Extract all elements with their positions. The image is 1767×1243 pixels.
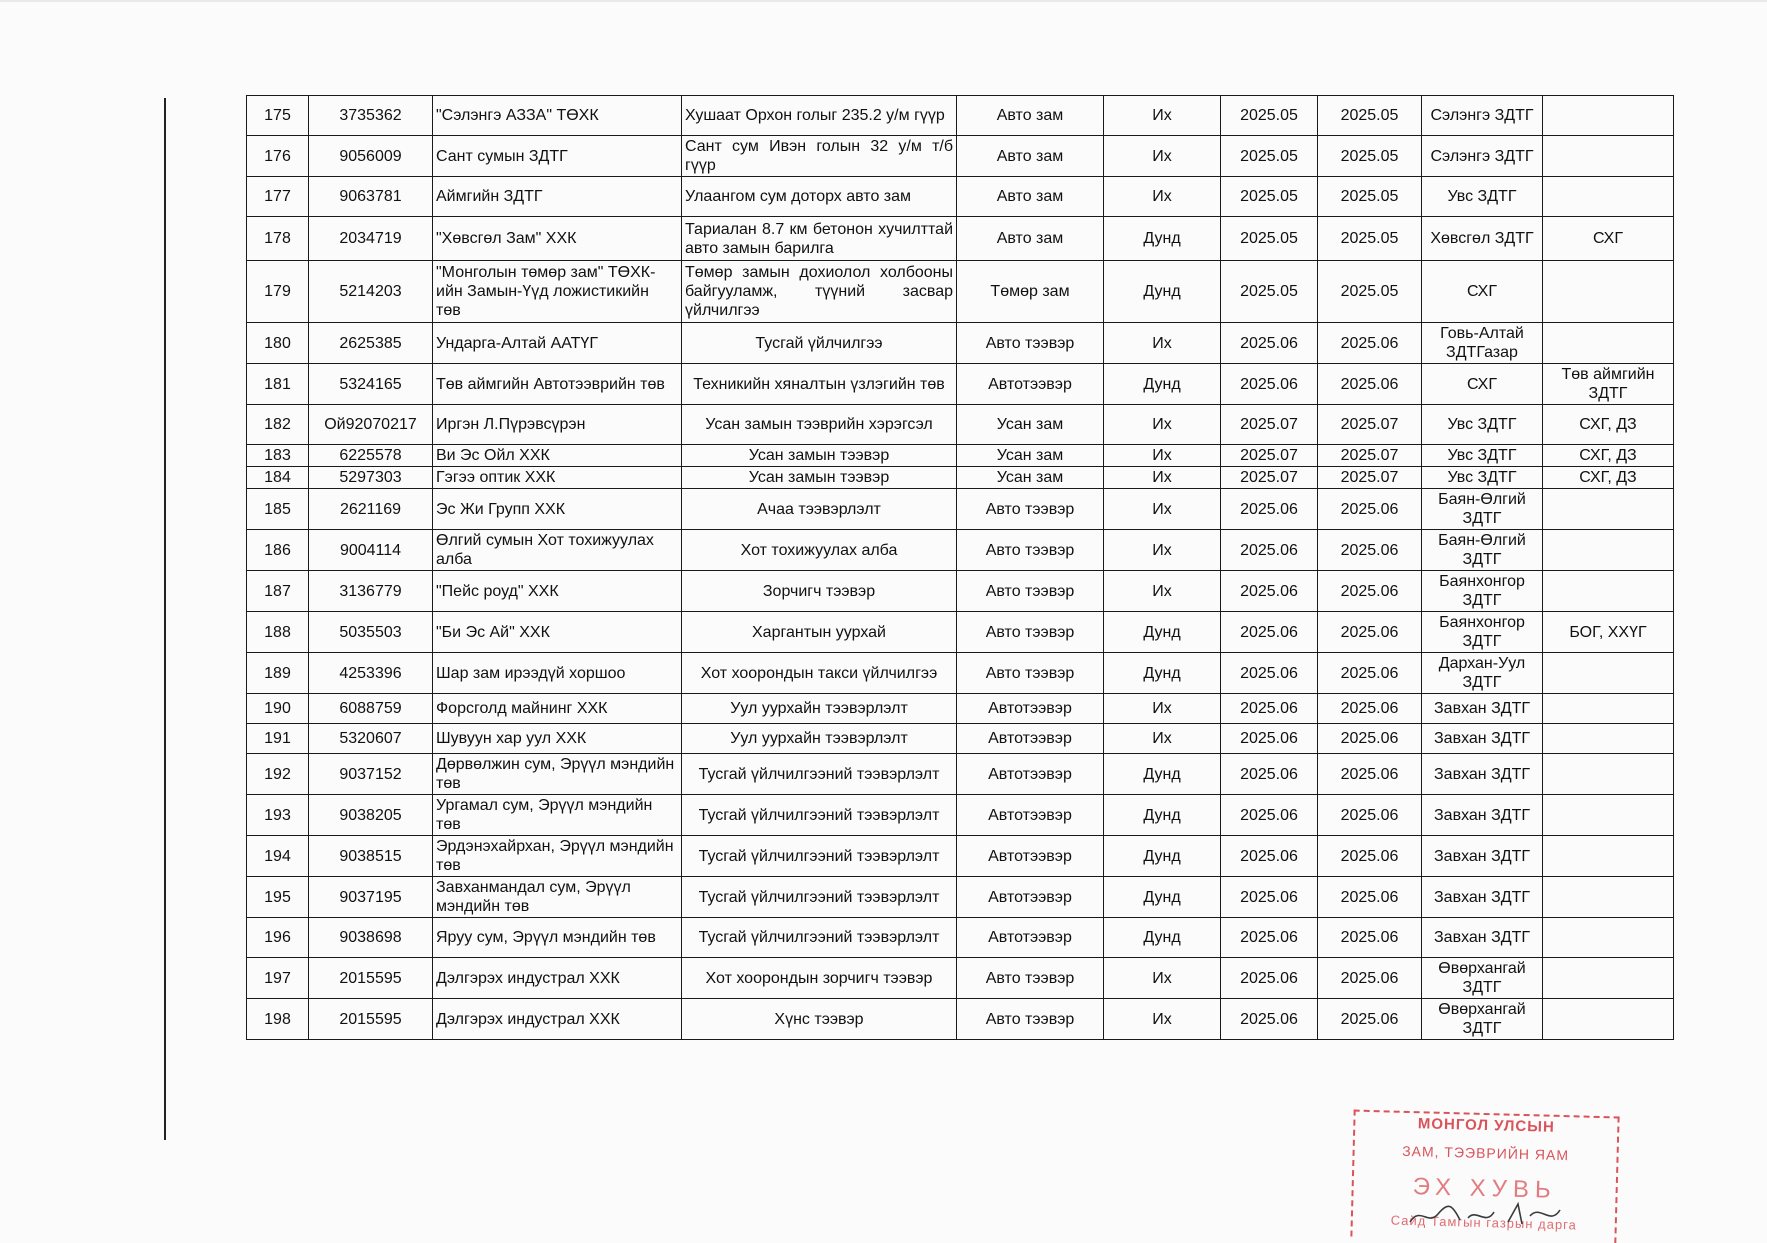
cell-risk-level: Их	[1104, 136, 1221, 177]
cell-sector: Авто тээвэр	[957, 653, 1104, 694]
cell-responsible-office: Дархан-Уул ЗДТГ	[1422, 653, 1543, 694]
cell-joint-participants	[1543, 96, 1674, 136]
cell-risk-level: Дунд	[1104, 918, 1221, 958]
cell-sector: Авто тээвэр	[957, 612, 1104, 653]
cell-risk-level: Дунд	[1104, 217, 1221, 261]
table-row	[247, 918, 1674, 958]
cell-start-date: 2025.06	[1221, 364, 1318, 405]
cell-organization-name: Ургамал сум, Эрүүл мэндийн төв	[433, 795, 682, 836]
cell-activity-description: Тусгай үйлчилгээ	[682, 323, 957, 364]
cell-responsible-office: Завхан ЗДТГ	[1422, 877, 1543, 918]
cell-activity-description: Тусгай үйлчилгээний тээвэрлэлт	[682, 918, 957, 958]
cell-responsible-office: Увс ЗДТГ	[1422, 405, 1543, 445]
cell-row-number: 178	[247, 217, 309, 261]
cell-responsible-office: Баянхонгор ЗДТГ	[1422, 612, 1543, 653]
cell-registration-number: 9063781	[309, 177, 433, 217]
cell-joint-participants	[1543, 261, 1674, 323]
cell-organization-name: "Би Эс Ай" ХХК	[433, 612, 682, 653]
cell-responsible-office: Завхан ЗДТГ	[1422, 724, 1543, 754]
cell-joint-participants	[1543, 323, 1674, 364]
cell-organization-name: Төв аймгийн Автотээврийн төв	[433, 364, 682, 405]
table-row	[247, 177, 1674, 217]
cell-sector: Автотээвэр	[957, 694, 1104, 724]
cell-end-date: 2025.06	[1318, 877, 1422, 918]
cell-registration-number: 9037152	[309, 754, 433, 795]
cell-organization-name: Дэлгэрэх индустрал ХХК	[433, 958, 682, 999]
cell-registration-number: 2015595	[309, 958, 433, 999]
cell-row-number: 196	[247, 918, 309, 958]
cell-joint-participants: СХГ	[1543, 217, 1674, 261]
cell-end-date: 2025.06	[1318, 795, 1422, 836]
cell-activity-description: Усан замын тээвэр	[682, 467, 957, 489]
cell-end-date: 2025.06	[1318, 530, 1422, 571]
cell-activity-description: Харгантын уурхай	[682, 612, 957, 653]
cell-registration-number: 2015595	[309, 999, 433, 1040]
cell-risk-level: Дунд	[1104, 653, 1221, 694]
cell-sector: Авто тээвэр	[957, 999, 1104, 1040]
cell-activity-description: Ачаа тээвэрлэлт	[682, 489, 957, 530]
cell-start-date: 2025.06	[1221, 795, 1318, 836]
cell-responsible-office: Баянхонгор ЗДТГ	[1422, 571, 1543, 612]
cell-row-number: 180	[247, 323, 309, 364]
cell-registration-number: 9038698	[309, 918, 433, 958]
cell-registration-number: 9037195	[309, 877, 433, 918]
cell-row-number: 176	[247, 136, 309, 177]
cell-responsible-office: Увс ЗДТГ	[1422, 177, 1543, 217]
cell-sector: Авто зам	[957, 96, 1104, 136]
cell-registration-number: 9038205	[309, 795, 433, 836]
cell-responsible-office: Завхан ЗДТГ	[1422, 918, 1543, 958]
cell-organization-name: Дэлгэрэх индустрал ХХК	[433, 999, 682, 1040]
cell-registration-number: 3735362	[309, 96, 433, 136]
cell-row-number: 198	[247, 999, 309, 1040]
table-row	[247, 653, 1674, 694]
cell-organization-name: Гэгээ оптик ХХК	[433, 467, 682, 489]
cell-joint-participants	[1543, 571, 1674, 612]
cell-sector: Автотээвэр	[957, 724, 1104, 754]
cell-responsible-office: Увс ЗДТГ	[1422, 445, 1543, 467]
cell-activity-description: Төмөр замын дохиолол холбооны байгууламж, түүний засвар үйлчилгээ	[682, 261, 957, 323]
cell-registration-number: 5214203	[309, 261, 433, 323]
cell-sector: Авто зам	[957, 217, 1104, 261]
cell-sector: Усан зам	[957, 445, 1104, 467]
cell-activity-description: Хушаат Орхон голыг 235.2 у/м гүүр	[682, 96, 957, 136]
cell-start-date: 2025.06	[1221, 323, 1318, 364]
cell-registration-number: 9056009	[309, 136, 433, 177]
cell-start-date: 2025.06	[1221, 612, 1318, 653]
cell-risk-level: Дунд	[1104, 754, 1221, 795]
cell-sector: Автотээвэр	[957, 918, 1104, 958]
cell-sector: Автотээвэр	[957, 795, 1104, 836]
cell-joint-participants	[1543, 918, 1674, 958]
cell-activity-description: Хот хоорондын такси үйлчилгээ	[682, 653, 957, 694]
cell-registration-number: 2625385	[309, 323, 433, 364]
cell-sector: Усан зам	[957, 467, 1104, 489]
cell-responsible-office: Увс ЗДТГ	[1422, 467, 1543, 489]
cell-start-date: 2025.06	[1221, 754, 1318, 795]
cell-end-date: 2025.06	[1318, 364, 1422, 405]
cell-start-date: 2025.05	[1221, 217, 1318, 261]
table-row	[247, 96, 1674, 136]
cell-risk-level: Их	[1104, 571, 1221, 612]
cell-row-number: 193	[247, 795, 309, 836]
cell-sector: Автотээвэр	[957, 836, 1104, 877]
cell-risk-level: Дунд	[1104, 877, 1221, 918]
stamp-line-country: МОНГОЛ УЛСЫН	[1417, 1115, 1555, 1136]
cell-joint-participants	[1543, 530, 1674, 571]
cell-organization-name: Яруу сум, Эрүүл мэндийн төв	[433, 918, 682, 958]
cell-activity-description: Тусгай үйлчилгээний тээвэрлэлт	[682, 877, 957, 918]
cell-organization-name: Ундарга-Алтай ААТҮГ	[433, 323, 682, 364]
cell-responsible-office: СХГ	[1422, 261, 1543, 323]
cell-activity-description: Зорчигч тээвэр	[682, 571, 957, 612]
cell-row-number: 177	[247, 177, 309, 217]
cell-joint-participants: СХГ, ДЗ	[1543, 467, 1674, 489]
cell-start-date: 2025.06	[1221, 653, 1318, 694]
cell-end-date: 2025.05	[1318, 136, 1422, 177]
cell-activity-description: Тусгай үйлчилгээний тээвэрлэлт	[682, 754, 957, 795]
cell-joint-participants	[1543, 999, 1674, 1040]
cell-responsible-office: Сэлэнгэ ЗДТГ	[1422, 96, 1543, 136]
cell-risk-level: Их	[1104, 405, 1221, 445]
table-row	[247, 405, 1674, 445]
table-row	[247, 795, 1674, 836]
cell-risk-level: Дунд	[1104, 795, 1221, 836]
cell-responsible-office: Говь-Алтай ЗДТГазар	[1422, 323, 1543, 364]
cell-end-date: 2025.06	[1318, 653, 1422, 694]
cell-end-date: 2025.06	[1318, 489, 1422, 530]
cell-end-date: 2025.06	[1318, 724, 1422, 754]
cell-organization-name: Форсголд майнинг ХХК	[433, 694, 682, 724]
table-row	[247, 836, 1674, 877]
cell-risk-level: Их	[1104, 694, 1221, 724]
cell-registration-number: 2621169	[309, 489, 433, 530]
cell-sector: Автотээвэр	[957, 364, 1104, 405]
cell-end-date: 2025.06	[1318, 612, 1422, 653]
cell-registration-number: 4253396	[309, 653, 433, 694]
cell-sector: Авто тээвэр	[957, 958, 1104, 999]
cell-risk-level: Их	[1104, 724, 1221, 754]
cell-risk-level: Дунд	[1104, 836, 1221, 877]
cell-row-number: 197	[247, 958, 309, 999]
cell-joint-participants	[1543, 653, 1674, 694]
cell-row-number: 182	[247, 405, 309, 445]
cell-activity-description: Уул уурхайн тээвэрлэлт	[682, 724, 957, 754]
cell-end-date: 2025.06	[1318, 836, 1422, 877]
cell-sector: Авто тээвэр	[957, 530, 1104, 571]
cell-end-date: 2025.07	[1318, 405, 1422, 445]
cell-risk-level: Их	[1104, 489, 1221, 530]
cell-responsible-office: Завхан ЗДТГ	[1422, 836, 1543, 877]
cell-start-date: 2025.06	[1221, 999, 1318, 1040]
cell-end-date: 2025.05	[1318, 96, 1422, 136]
cell-organization-name: "Хөвсгөл Зам" ХХК	[433, 217, 682, 261]
page-top-edge	[0, 0, 1767, 2]
cell-start-date: 2025.05	[1221, 261, 1318, 323]
cell-sector: Усан зам	[957, 405, 1104, 445]
cell-responsible-office: Завхан ЗДТГ	[1422, 754, 1543, 795]
cell-end-date: 2025.06	[1318, 999, 1422, 1040]
stamp-line-official: Сайд Тамгын газрын дарга	[1390, 1212, 1578, 1233]
cell-organization-name: Шувуун хар уул ХХК	[433, 724, 682, 754]
cell-organization-name: "Сэлэнгэ АЗЗА" ТӨХК	[433, 96, 682, 136]
cell-risk-level: Их	[1104, 467, 1221, 489]
cell-responsible-office: СХГ	[1422, 364, 1543, 405]
cell-start-date: 2025.05	[1221, 177, 1318, 217]
cell-responsible-office: Хөвсгөл ЗДТГ	[1422, 217, 1543, 261]
cell-row-number: 192	[247, 754, 309, 795]
cell-row-number: 179	[247, 261, 309, 323]
cell-end-date: 2025.06	[1318, 571, 1422, 612]
left-margin-line	[164, 98, 166, 1140]
cell-risk-level: Дунд	[1104, 261, 1221, 323]
cell-row-number: 195	[247, 877, 309, 918]
cell-end-date: 2025.06	[1318, 694, 1422, 724]
cell-joint-participants: СХГ, ДЗ	[1543, 445, 1674, 467]
cell-end-date: 2025.06	[1318, 958, 1422, 999]
cell-risk-level: Их	[1104, 530, 1221, 571]
cell-activity-description: Тусгай үйлчилгээний тээвэрлэлт	[682, 836, 957, 877]
cell-risk-level: Их	[1104, 96, 1221, 136]
cell-activity-description: Хот тохижуулах алба	[682, 530, 957, 571]
cell-row-number: 189	[247, 653, 309, 694]
cell-end-date: 2025.07	[1318, 467, 1422, 489]
cell-organization-name: Эрдэнэхайрхан, Эрүүл мэндийн төв	[433, 836, 682, 877]
cell-responsible-office: Баян-Өлгий ЗДТГ	[1422, 489, 1543, 530]
cell-start-date: 2025.06	[1221, 571, 1318, 612]
table-row	[247, 323, 1674, 364]
cell-registration-number: 5035503	[309, 612, 433, 653]
cell-joint-participants	[1543, 958, 1674, 999]
table-row	[247, 571, 1674, 612]
cell-joint-participants	[1543, 754, 1674, 795]
cell-row-number: 184	[247, 467, 309, 489]
cell-start-date: 2025.06	[1221, 918, 1318, 958]
cell-joint-participants	[1543, 177, 1674, 217]
cell-sector: Автотээвэр	[957, 754, 1104, 795]
cell-start-date: 2025.06	[1221, 724, 1318, 754]
stamp-line-ministry: ЗАМ, ТЭЭВРИЙН ЯАМ	[1402, 1142, 1570, 1164]
cell-responsible-office: Сэлэнгэ ЗДТГ	[1422, 136, 1543, 177]
cell-activity-description: Усан замын тээвэр	[682, 445, 957, 467]
stamp-line-original-copy: ЭХ ХУВЬ	[1412, 1173, 1558, 1204]
cell-sector: Авто зам	[957, 177, 1104, 217]
cell-row-number: 186	[247, 530, 309, 571]
cell-activity-description: Усан замын тээврийн хэрэгсэл	[682, 405, 957, 445]
cell-risk-level: Их	[1104, 323, 1221, 364]
cell-start-date: 2025.06	[1221, 489, 1318, 530]
cell-organization-name: Өлгий сумын Хот тохижуулах алба	[433, 530, 682, 571]
cell-registration-number: 6088759	[309, 694, 433, 724]
table-row	[247, 489, 1674, 530]
cell-row-number: 185	[247, 489, 309, 530]
cell-sector: Авто тээвэр	[957, 323, 1104, 364]
cell-row-number: 175	[247, 96, 309, 136]
cell-organization-name: Сант сумын ЗДТГ	[433, 136, 682, 177]
cell-start-date: 2025.07	[1221, 405, 1318, 445]
table-row	[247, 445, 1674, 467]
cell-row-number: 191	[247, 724, 309, 754]
cell-responsible-office: Завхан ЗДТГ	[1422, 694, 1543, 724]
cell-responsible-office: Баян-Өлгий ЗДТГ	[1422, 530, 1543, 571]
table-row	[247, 754, 1674, 795]
cell-activity-description: Хүнс тээвэр	[682, 999, 957, 1040]
cell-joint-participants	[1543, 694, 1674, 724]
cell-end-date: 2025.05	[1318, 217, 1422, 261]
cell-start-date: 2025.06	[1221, 530, 1318, 571]
cell-organization-name: "Монголын төмөр зам" ТӨХК-ийн Замын-Үүд ложистикийн төв	[433, 261, 682, 323]
cell-end-date: 2025.06	[1318, 323, 1422, 364]
cell-joint-participants	[1543, 724, 1674, 754]
cell-sector: Төмөр зам	[957, 261, 1104, 323]
cell-organization-name: Эс Жи Групп ХХК	[433, 489, 682, 530]
cell-registration-number: 9004114	[309, 530, 433, 571]
cell-activity-description: Сант сум Ивэн голын 32 у/м т/б гүүр	[682, 136, 957, 177]
cell-start-date: 2025.06	[1221, 694, 1318, 724]
cell-registration-number: 5320607	[309, 724, 433, 754]
table-row	[247, 136, 1674, 177]
cell-sector: Авто зам	[957, 136, 1104, 177]
cell-row-number: 183	[247, 445, 309, 467]
cell-row-number: 190	[247, 694, 309, 724]
cell-start-date: 2025.06	[1221, 877, 1318, 918]
cell-organization-name: Аймгийн ЗДТГ	[433, 177, 682, 217]
cell-start-date: 2025.07	[1221, 445, 1318, 467]
table-row	[247, 612, 1674, 653]
cell-start-date: 2025.06	[1221, 836, 1318, 877]
cell-sector: Авто тээвэр	[957, 571, 1104, 612]
cell-activity-description: Техникийн хяналтын үзлэгийн төв	[682, 364, 957, 405]
cell-end-date: 2025.05	[1318, 177, 1422, 217]
cell-start-date: 2025.06	[1221, 958, 1318, 999]
cell-row-number: 194	[247, 836, 309, 877]
cell-risk-level: Дунд	[1104, 364, 1221, 405]
cell-risk-level: Их	[1104, 445, 1221, 467]
table-row	[247, 958, 1674, 999]
cell-registration-number: 5297303	[309, 467, 433, 489]
cell-risk-level: Их	[1104, 958, 1221, 999]
cell-start-date: 2025.05	[1221, 136, 1318, 177]
cell-registration-number: 5324165	[309, 364, 433, 405]
cell-activity-description: Уул уурхайн тээвэрлэлт	[682, 694, 957, 724]
table-row	[247, 999, 1674, 1040]
cell-activity-description: Улаангом сум доторх авто зам	[682, 177, 957, 217]
cell-sector: Авто тээвэр	[957, 489, 1104, 530]
cell-organization-name: Ви Эс Ойл ХХК	[433, 445, 682, 467]
cell-risk-level: Их	[1104, 999, 1221, 1040]
cell-joint-participants	[1543, 136, 1674, 177]
cell-activity-description: Тариалан 8.7 км бетонон хучилттай авто замын барилга	[682, 217, 957, 261]
cell-sector: Автотээвэр	[957, 877, 1104, 918]
cell-row-number: 181	[247, 364, 309, 405]
cell-end-date: 2025.07	[1318, 445, 1422, 467]
cell-row-number: 188	[247, 612, 309, 653]
table-row	[247, 467, 1674, 489]
cell-registration-number: 2034719	[309, 217, 433, 261]
cell-joint-participants	[1543, 836, 1674, 877]
cell-risk-level: Дунд	[1104, 612, 1221, 653]
inspection-schedule-table	[246, 95, 1674, 1040]
cell-start-date: 2025.07	[1221, 467, 1318, 489]
table-row	[247, 261, 1674, 323]
table-row	[247, 364, 1674, 405]
cell-joint-participants: БОГ, ХХҮГ	[1543, 612, 1674, 653]
cell-registration-number: Ой92070217	[309, 405, 433, 445]
cell-joint-participants	[1543, 795, 1674, 836]
cell-end-date: 2025.06	[1318, 918, 1422, 958]
cell-organization-name: Завханмандал сум, Эрүүл мэндийн төв	[433, 877, 682, 918]
cell-registration-number: 3136779	[309, 571, 433, 612]
table-row	[247, 530, 1674, 571]
cell-organization-name: Шар зам ирээдүй хоршоо	[433, 653, 682, 694]
cell-start-date: 2025.05	[1221, 96, 1318, 136]
cell-organization-name: Иргэн Л.Пүрэвсүрэн	[433, 405, 682, 445]
cell-registration-number: 9038515	[309, 836, 433, 877]
cell-joint-participants	[1543, 489, 1674, 530]
table-row	[247, 724, 1674, 754]
cell-organization-name: Дөрвөлжин сум, Эрүүл мэндийн төв	[433, 754, 682, 795]
handwritten-signature	[1390, 1196, 1590, 1230]
cell-end-date: 2025.05	[1318, 261, 1422, 323]
cell-joint-participants: Төв аймгийн ЗДТГ	[1543, 364, 1674, 405]
table-body	[247, 96, 1674, 1040]
table-row	[247, 877, 1674, 918]
cell-joint-participants: СХГ, ДЗ	[1543, 405, 1674, 445]
cell-responsible-office: Завхан ЗДТГ	[1422, 795, 1543, 836]
cell-row-number: 187	[247, 571, 309, 612]
cell-activity-description: Тусгай үйлчилгээний тээвэрлэлт	[682, 795, 957, 836]
table-row	[247, 217, 1674, 261]
table-row	[247, 694, 1674, 724]
cell-responsible-office: Өвөрхангай ЗДТГ	[1422, 958, 1543, 999]
cell-organization-name: "Пейс роуд" ХХК	[433, 571, 682, 612]
cell-joint-participants	[1543, 877, 1674, 918]
cell-activity-description: Хот хоорондын зорчигч тээвэр	[682, 958, 957, 999]
cell-risk-level: Их	[1104, 177, 1221, 217]
cell-responsible-office: Өвөрхангай ЗДТГ	[1422, 999, 1543, 1040]
cell-end-date: 2025.06	[1318, 754, 1422, 795]
cell-registration-number: 6225578	[309, 445, 433, 467]
